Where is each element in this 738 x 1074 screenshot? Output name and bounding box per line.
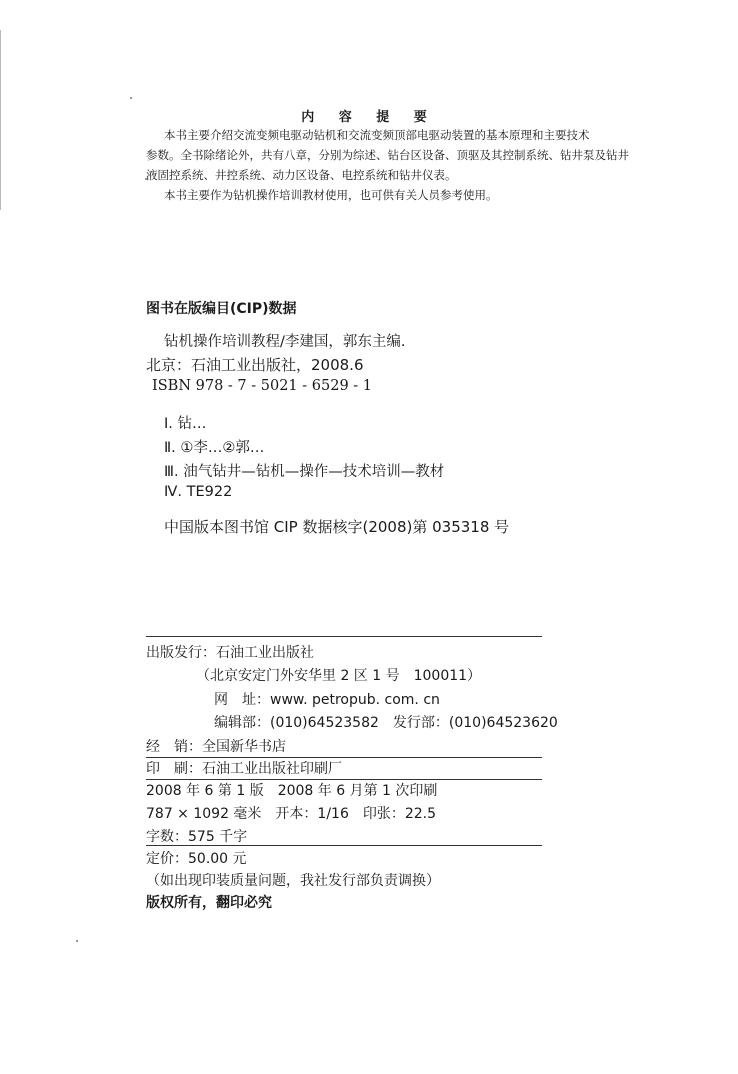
summary-line: 液固控系统、井控系统、动力区设备、电控系统和钻井仪表。 [146, 168, 457, 182]
summary-line: 本书主要介绍交流变频电驱动钻机和交流变频顶部电驱动装置的基本原理和主要技术 [164, 128, 590, 142]
copyright-notice: 版权所有，翻印必究 [146, 895, 272, 911]
divider [146, 636, 542, 637]
summary-line: 参数。全书除绪论外，共有八章，分别为综述、钻台区设备、顶驱及其控制系统、钻井泵及钻井 [146, 148, 629, 162]
cip-record-number: 中国版本图书馆 CIP 数据核字(2008)第 035318 号 [164, 518, 510, 536]
cip-line: ISBN 978 - 7 - 5021 - 6529 - 1 [152, 378, 373, 394]
cip-index-item: Ⅳ. TE922 [164, 484, 233, 500]
word-count: 字数：575 千字 [146, 829, 248, 845]
cip-line: 钻机操作培训教程/李建国，郭东主编. [164, 334, 406, 350]
format-info: 787 × 1092 毫米 开本：1/16 印张：22.5 [146, 806, 437, 822]
cip-index-item: Ⅱ. ①李…②郭… [164, 440, 265, 456]
cip-line: 北京：石油工业出版社，2008.6 [146, 356, 364, 374]
quality-notice: （如出现印装质量问题，我社发行部负责调换） [146, 873, 440, 889]
divider [146, 845, 542, 846]
scan-speck [130, 97, 132, 99]
cip-index-item: Ⅰ. 钻… [164, 416, 207, 432]
publisher: 出版发行：石油工业出版社 [146, 645, 314, 661]
summary-title: 内 容 提 要 [301, 110, 437, 125]
scan-speck [76, 940, 78, 942]
summary-line: 本书主要作为钻机操作培训教材使用，也可供有关人员参考使用。 [164, 188, 498, 202]
price: 定价：50.00 元 [146, 851, 247, 867]
cip-index-item: Ⅲ. 油气钻井—钻机—操作—技术培训—教材 [164, 464, 445, 480]
publisher-address: （北京安定门外安华里 2 区 1 号 100011） [196, 668, 482, 684]
printer: 印 刷：石油工业出版社印刷厂 [146, 761, 342, 777]
distributor: 经 销：全国新华书店 [146, 739, 286, 755]
publisher-website: 网 址：www. petropub. com. cn [214, 692, 440, 708]
edition-info: 2008 年 6 第 1 版 2008 年 6 月第 1 次印刷 [146, 783, 438, 799]
cip-title: 图书在版编目(CIP)数据 [146, 301, 297, 317]
publisher-phones: 编辑部：(010)64523582 发行部：(010)64523620 [214, 715, 558, 731]
